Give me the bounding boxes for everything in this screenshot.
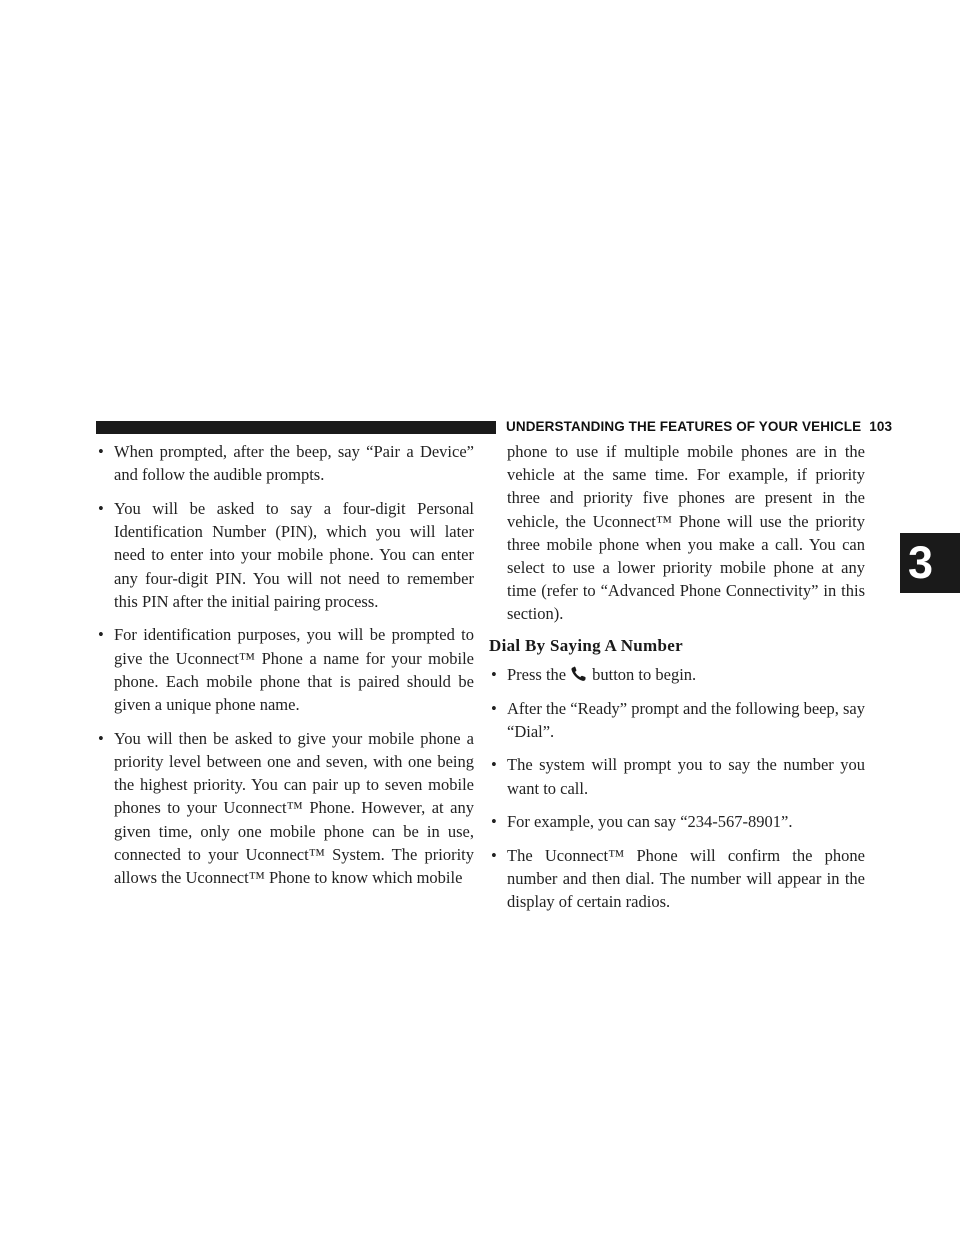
bullet-marker: • <box>491 755 497 775</box>
list-item <box>489 697 865 743</box>
running-header <box>506 419 892 434</box>
bullet-marker: • <box>491 846 497 866</box>
chapter-number: 3 <box>908 537 934 588</box>
list-item <box>489 810 865 833</box>
bullet-marker: • <box>98 625 104 645</box>
list-item <box>489 844 865 914</box>
list-item-text: The Uconnect™ Phone will confirm the phone number and then dial. The number will appear in the display of certain radios. <box>507 846 865 912</box>
left-column <box>96 440 474 900</box>
page-number: 103 <box>869 419 893 434</box>
bullet-marker: • <box>98 498 104 518</box>
list-item-text: For example, you can say “234-567-8901”. <box>507 812 793 832</box>
list-item <box>489 753 865 799</box>
phone-icon <box>570 666 590 682</box>
chapter-tab <box>900 533 960 593</box>
list-item-text: You will then be asked to give your mobile phone a priority level between one and seven, with one being the highest priority. You can pair up to seven mobile phones to your Uconnect™ Phone. However, at any given time, only one mobile phone can be in use, connected to your Uconnect™ System. The priority allows the Uconnect™ Phone to know which mobile <box>114 728 474 887</box>
header-rule <box>96 421 496 434</box>
list-item-text: You will be asked to say a four-digit Personal Identification Number (PIN), which you will later need to enter into your mobile phone. You can enter any four-digit PIN. You will not need to remember this PIN after the initial pairing process. <box>114 498 474 611</box>
list-item-text: After the “Ready” prompt and the following beep, say “Dial”. <box>507 698 865 741</box>
right-column <box>489 440 865 924</box>
press-text-before: Press the <box>507 664 567 684</box>
bullet-marker: • <box>491 812 497 832</box>
header-title: UNDERSTANDING THE FEATURES OF YOUR VEHICLE <box>506 419 862 434</box>
bullet-marker: • <box>491 664 497 684</box>
bullet-marker: • <box>491 698 497 718</box>
press-text-after: button to begin. <box>592 664 697 684</box>
bullet-marker: • <box>98 442 104 461</box>
list-item <box>489 663 865 686</box>
list-item-text: The system will prompt you to say the number you want to call. <box>507 755 865 798</box>
continued-paragraph: phone to use if multiple mobile phones are in the vehicle at the same time. For example, if priority three and priority five phones are present in the vehicle, the Uconnect™ Phone will use the priority three mobile phone when you make a call. You can select to use a lower priority mobile phone at any time (refer to “Advanced Phone Connectivity” in this section). <box>507 442 865 624</box>
list-item-text: For identification purposes, you will be prompted to give the Uconnect™ Phone a name for your mobile phone. Each mobile phone that is paired should be given a unique phone name. <box>114 625 474 715</box>
list-item <box>96 623 474 716</box>
list-item <box>96 497 474 613</box>
bullet-marker: • <box>98 728 104 748</box>
section-heading: Dial By Saying A Number <box>489 635 683 655</box>
list-item <box>96 727 474 889</box>
list-item-text: When prompted, after the beep, say “Pair a Device” and follow the audible prompts. <box>114 442 474 485</box>
list-item <box>96 440 474 486</box>
